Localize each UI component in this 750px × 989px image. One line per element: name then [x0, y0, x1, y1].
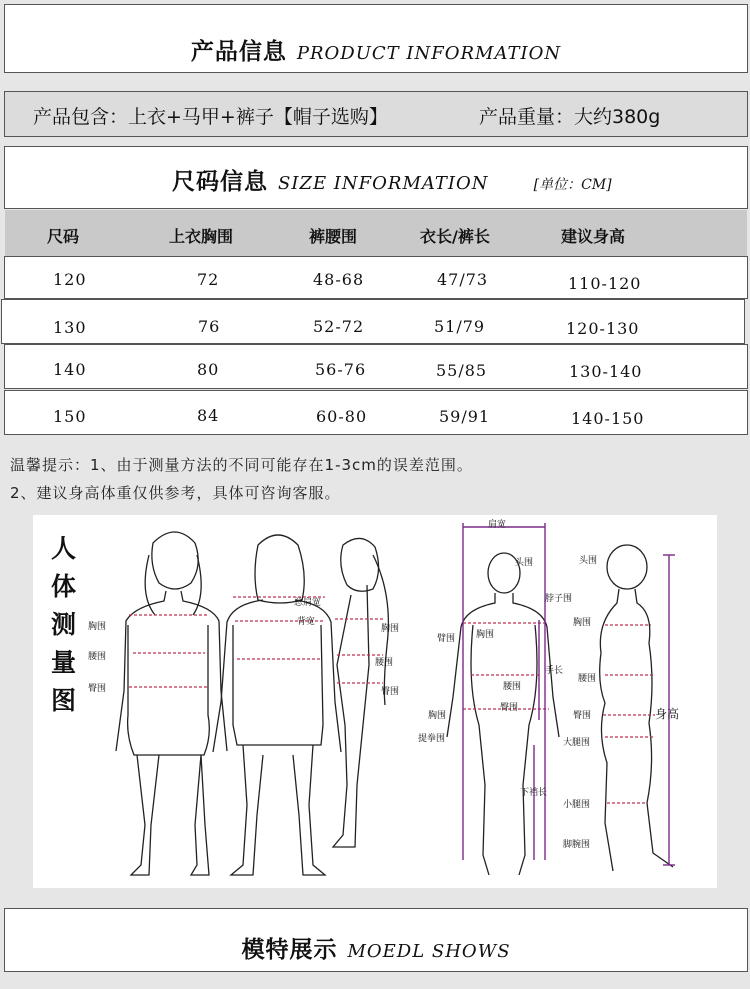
product-contents: 产品包含：上衣+马甲+裤子【帽子选购】	[33, 106, 388, 128]
label-inseam: 下裆长	[520, 788, 548, 798]
cell-chest: 72	[197, 270, 220, 289]
model-show-title	[5, 931, 747, 964]
label-waist-side: 腰围	[375, 658, 394, 668]
figure-title-char: 量	[51, 648, 77, 677]
header-chest: 上衣胸围	[169, 227, 234, 246]
label-head-side: 头围	[579, 556, 598, 566]
cell-chest: 84	[197, 406, 220, 425]
label-neck: 脖子围	[545, 594, 573, 604]
cell-height: 110-120	[568, 274, 642, 293]
cell-length: 59/91	[439, 407, 491, 426]
figure-title-char: 人	[51, 534, 77, 563]
header-height: 建议身高	[561, 227, 626, 246]
label-ankle: 脚腕围	[563, 840, 591, 850]
product-info-title-cn: 产品信息	[190, 39, 287, 65]
size-table-header	[5, 210, 747, 256]
product-info-title-en: PRODUCT INFORMATION	[296, 43, 562, 64]
label-hip-side2: 臀围	[573, 711, 592, 721]
label-head: 头围	[515, 558, 534, 568]
table-row	[4, 344, 748, 389]
product-weight: 产品重量：大约380g	[479, 106, 661, 128]
cell-length: 47/73	[437, 270, 489, 289]
size-info-header	[4, 146, 748, 209]
table-row	[1, 299, 745, 344]
model-show-title-cn: 模特展示	[241, 937, 338, 963]
body-outline-front	[447, 553, 559, 875]
label-hip-side: 臀围	[381, 687, 400, 697]
cell-length: 55/85	[436, 361, 488, 380]
header-size: 尺码	[47, 227, 80, 246]
label-fist: 提拳围	[418, 734, 446, 744]
figure-title-char: 体	[51, 572, 77, 601]
cell-size: 150	[53, 407, 87, 426]
body-measurement-figure	[33, 515, 717, 888]
cell-waist: 52-72	[313, 317, 365, 336]
product-info-title	[5, 33, 747, 66]
figure-drawings	[33, 515, 717, 888]
cell-length: 51/79	[434, 317, 486, 336]
size-info-title	[172, 163, 612, 196]
label-chest-side2: 胸围	[573, 618, 592, 628]
cell-waist: 48-68	[313, 270, 365, 289]
cell-waist: 60-80	[316, 407, 368, 426]
label-thigh: 大腿围	[563, 738, 591, 748]
product-info-bar	[4, 91, 748, 137]
figure-title-char: 测	[51, 610, 77, 639]
table-row	[4, 390, 748, 435]
label-hip-front: 臀围	[88, 684, 107, 694]
label-chest-outline: 胸围	[476, 630, 495, 640]
woman-back-figure	[213, 535, 341, 875]
label-back-width: 背宽	[297, 617, 316, 627]
cell-size: 120	[53, 270, 87, 289]
label-waist-front: 腰围	[88, 652, 107, 662]
woman-front-figure	[116, 532, 227, 875]
product-info-header	[4, 4, 748, 73]
size-info-unit: [单位：CM]	[533, 177, 612, 193]
note-line-1: 温馨提示：1、由于测量方法的不同可能存在1-3cm的误差范围。	[10, 456, 473, 474]
cell-height: 140-150	[571, 409, 645, 428]
label-arm: 臂围	[437, 634, 456, 644]
label-shoulder-back: 总肩宽	[294, 598, 322, 608]
label-calf: 小腿围	[563, 800, 591, 810]
label-chest-front: 胸围	[88, 622, 107, 632]
table-row	[4, 256, 748, 299]
label-waist-outline: 腰围	[503, 682, 522, 692]
cell-height: 120-130	[566, 319, 640, 338]
model-show-header	[4, 908, 748, 972]
cell-height: 130-140	[569, 362, 643, 381]
size-info-title-en: SIZE INFORMATION	[278, 173, 489, 194]
label-waist-side2: 腰围	[578, 674, 597, 684]
header-length: 衣长/裤长	[420, 227, 490, 246]
label-arm-length: 手长	[545, 666, 564, 676]
note-line-2: 2、建议身高体重仅供参考，具体可咨询客服。	[10, 484, 341, 502]
cell-size: 130	[53, 318, 87, 337]
header-waist: 裤腰围	[309, 227, 358, 246]
label-chest-side: 胸围	[381, 624, 400, 634]
cell-waist: 56-76	[315, 360, 367, 379]
size-info-title-cn: 尺码信息	[172, 169, 268, 195]
cell-chest: 80	[197, 360, 220, 379]
cell-size: 140	[53, 360, 87, 379]
label-shoulder-width: 肩宽	[488, 520, 507, 530]
label-hip2-outline: 胸围	[428, 711, 447, 721]
label-height: 身高	[655, 707, 680, 721]
label-hip-outline: 臀围	[500, 703, 519, 713]
model-show-title-en: MOEDL SHOWS	[347, 941, 511, 962]
cell-chest: 76	[198, 317, 221, 336]
figure-title-char: 图	[51, 686, 77, 715]
